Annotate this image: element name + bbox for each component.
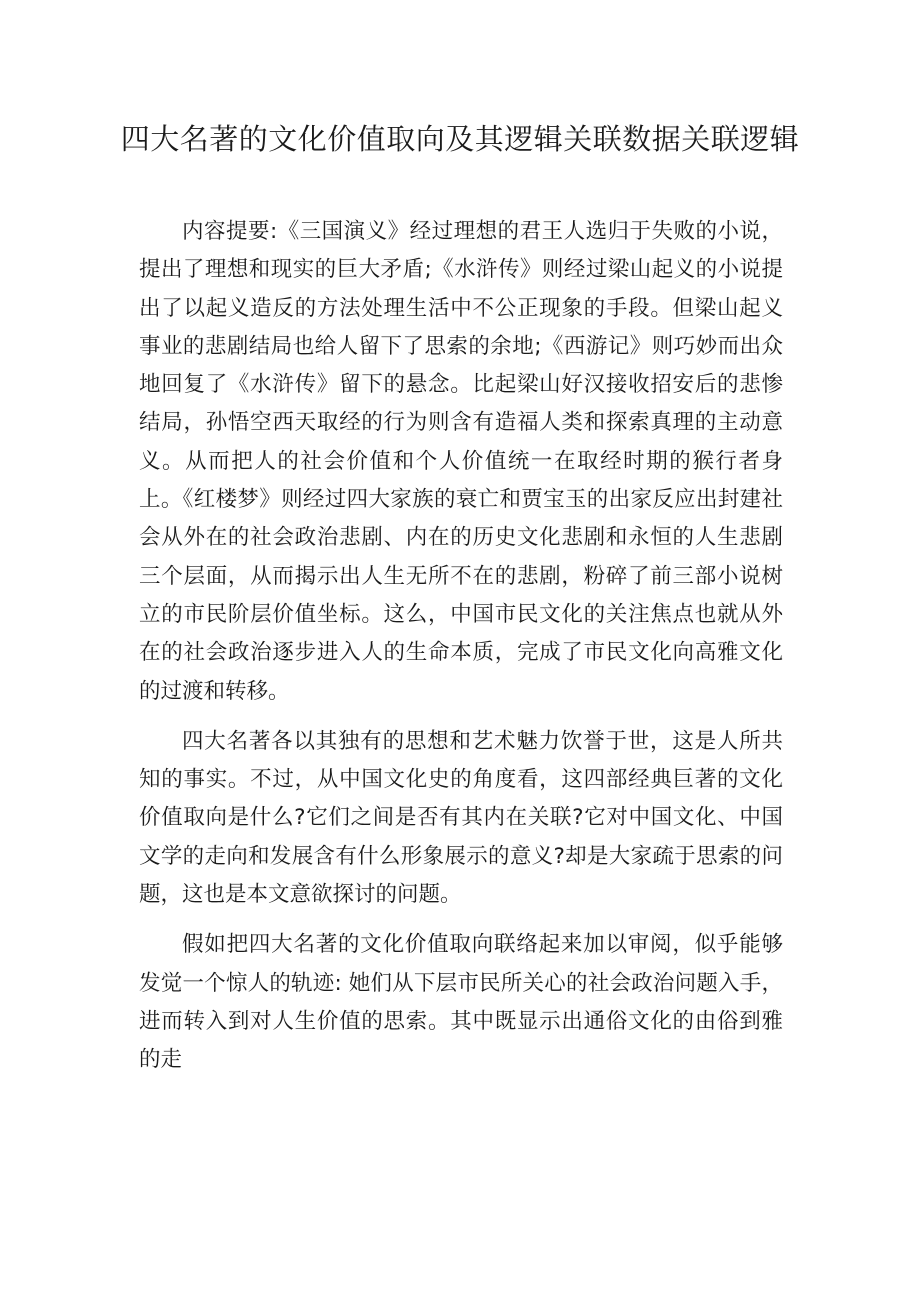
paragraph-thesis: 假如把四大名著的文化价值取向联络起来加以审阅，似乎能够发觉一个惊人的轨迹: 她们从下层市民所关心的社会政治问题入手，进而转入到对人生价值的思索。其中既显示出通俗文化的由俗到雅的走 [139,932,783,1073]
paragraph-abstract: 内容提要:《三国演义》经过理想的君王人选归于失败的小说，提出了理想和现实的巨大矛盾;《水浒传》则经过梁山起义的小说提出了以起义造反的方法处理生活中不公正现象的手段。但梁山起义事业的悲剧结局也给人留下了思索的余地;《西游记》则巧妙而出众地回复了《水浒传》留下的悬念。比起梁山好汉接收招安后的悲惨结局，孙悟空西天取经的行为则含有造福人类和探索真理的主动意义。从而把人的社会价值和个人价值统一在取经时期的猴行者身上。《红楼梦》则经过四大家族的衰亡和贾宝玉的出家反应出封建社会从外在的社会政治悲剧、内在的历史文化悲剧和永恒的人生悲剧三个层面，从而揭示出人生无所不在的悲剧，粉碎了前三部小说树立的市民阶层价值坐标。这么，中国市民文化的关注焦点也就从外在的社会政治逐步进入人的生命本质，完成了市民文化向高雅文化的过渡和转移。 [139,219,783,704]
paragraph-introduction: 四大名著各以其独有的思想和艺术魅力饮誉于世，这是人所共知的事实。不过，从中国文化史的角度看，这四部经典巨著的文化价值取向是什么?它们之间是否有其内在关联?它对中国文化、中国文学的走向和发展含有什么形象展示的意义?却是大家疏于思索的问题，这也是本文意欲探讨的问题。 [139,728,783,908]
document-body [139,213,783,1092]
document-title: 四大名著的文化价值取向及其逻辑关联数据关联逻辑 [120,122,800,156]
